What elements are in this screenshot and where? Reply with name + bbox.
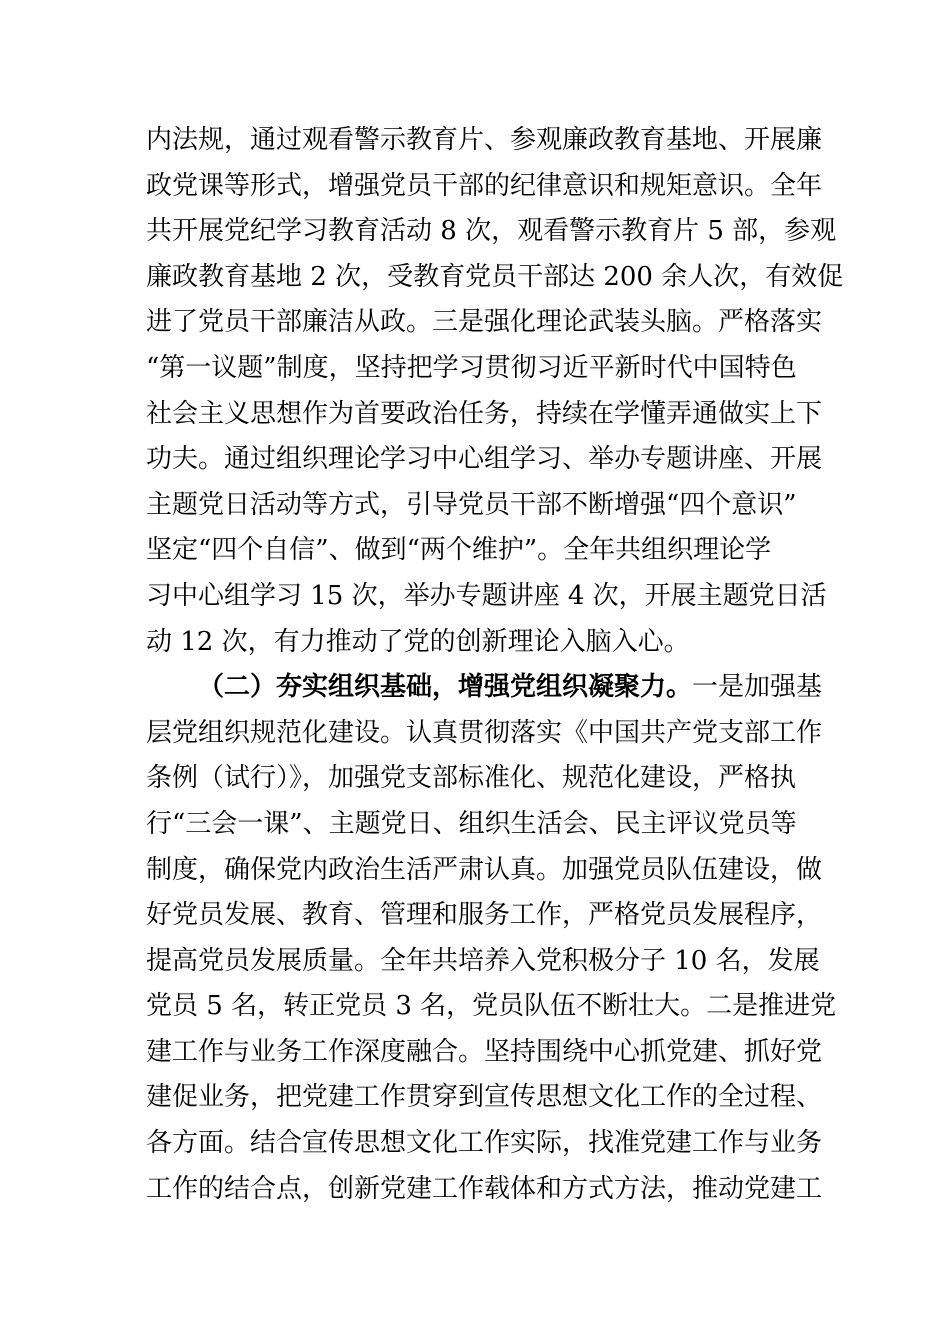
text-line: 各方面。结合宣传思想文化工作实际，找准党建工作与业务 (146, 1128, 823, 1159)
text-line: 党员 5 名，转正党员 3 名，党员队伍不断壮大。二是推进党 (146, 991, 837, 1022)
text-line: “第一议题”制度，坚持把学习贯彻习近平新时代中国特色 (146, 352, 797, 383)
text-line: 工作的结合点，创新党建工作载体和方式方法，推动党建工 (146, 1173, 823, 1204)
body-text (146, 118, 844, 1212)
text-line: 条例（试行）》，加强党支部标准化、规范化建设，严格执 (146, 763, 797, 794)
text-line: 进了党员干部廉洁从政。三是强化理论武装头脑。严格落实 (146, 307, 823, 338)
text-line: 制度，确保党内政治生活严肃认真。加强党员队伍建设，做 (146, 854, 823, 885)
text-line: 功夫。通过组织理论学习中心组学习、举办专题讲座、开展 (146, 444, 823, 475)
text-line: 习中心组学习 15 次，举办专题讲座 4 次，开展主题党日活 (146, 580, 827, 611)
text-line: 动 12 次，有力推动了党的创新理论入脑入心。 (146, 626, 690, 657)
section-heading: （二）夯实组织基础，增强党组织凝聚力。 (198, 672, 693, 703)
text-line: 共开展党纪学习教育活动 8 次，观看警示教育片 5 部，参观 (146, 216, 837, 247)
text-line: 建促业务，把党建工作贯穿到宣传思想文化工作的全过程、 (146, 1082, 823, 1113)
text-line: 主题党日活动等方式，引导党员干部不断增强“四个意识” (146, 489, 797, 520)
text-line: 行“三会一课”、主题党日、组织生活会、民主评议党员等 (146, 808, 797, 839)
text-line: 政党课等形式，增强党员干部的纪律意识和规矩意识。全年 (146, 170, 823, 201)
text-line: 好党员发展、教育、管理和服务工作，严格党员发展程序， (146, 900, 823, 931)
section-first-line (146, 665, 823, 711)
text-line: 建工作与业务工作深度融合。坚持围绕中心抓党建、抓好党 (146, 1036, 823, 1067)
text-line: 层党组织规范化建设。认真贯彻落实《中国共产党支部工作 (146, 717, 823, 748)
text-line: 坚定“四个自信”、做到“两个维护”。全年共组织理论学 (146, 535, 772, 566)
text-line: 社会主义思想作为首要政治任务，持续在学懂弄通做实上下 (146, 398, 823, 429)
text-line: 内法规，通过观看警示教育片、参观廉政教育基地、开展廉 (146, 125, 823, 155)
text-line: 廉政教育基地 2 次，受教育党员干部达 200 余人次，有效促 (146, 261, 844, 292)
text-line: 提高党员发展质量。全年共培养入党积极分子 10 名，发展 (146, 945, 820, 976)
section-first-line-text: 一是加强基 (692, 672, 823, 703)
